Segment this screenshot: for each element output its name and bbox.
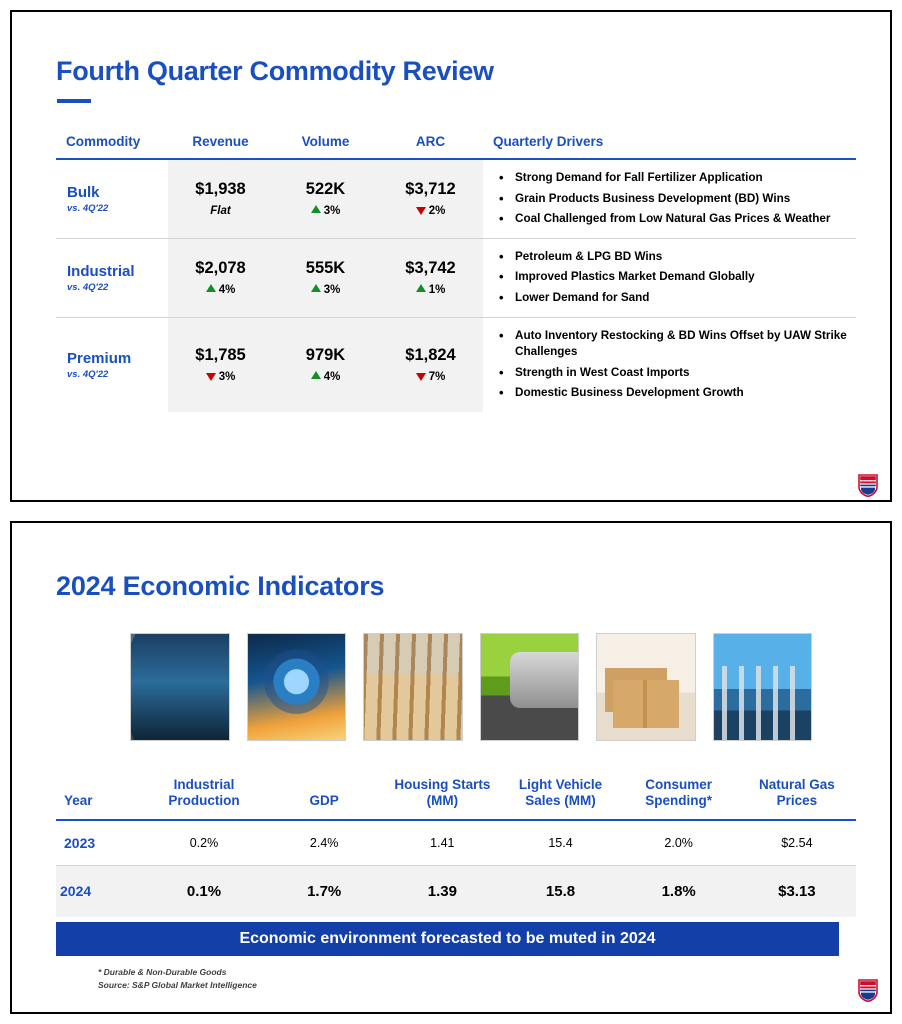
metric-delta — [378, 371, 483, 385]
metric-delta-text: Flat — [210, 204, 231, 217]
metric-delta-text: 3% — [218, 370, 236, 383]
cell-light-vehicle-sales: 15.8 — [501, 865, 619, 917]
header-light-vehicle-sales: Light Vehicle Sales (MM) — [501, 771, 619, 820]
housing-construction-photo — [363, 633, 463, 741]
metric-delta-text: 1% — [428, 283, 446, 296]
cell-industrial-production: 0.1% — [143, 865, 265, 917]
table-row — [56, 820, 856, 866]
cell-natural-gas-prices: $2.54 — [738, 820, 856, 866]
header-industrial-production: Industrial Production — [143, 771, 265, 820]
metric-value: 555K — [305, 259, 346, 278]
table-row — [56, 238, 856, 317]
triangle-down-icon — [206, 373, 216, 381]
metric-delta — [168, 284, 273, 298]
commodity-table — [56, 130, 856, 412]
cell-housing-starts: 1.39 — [383, 865, 501, 917]
metric-delta — [378, 205, 483, 219]
triangle-up-icon — [416, 284, 426, 292]
metric-delta — [378, 284, 483, 298]
triangle-up-icon — [206, 284, 216, 292]
header-quarterly-drivers: Quarterly Drivers — [483, 130, 856, 159]
consumer-goods-boxes-photo — [596, 633, 696, 741]
triangle-down-icon — [416, 207, 426, 215]
table-row — [56, 159, 856, 238]
metric-value: 979K — [305, 346, 346, 365]
metric-delta — [273, 371, 378, 385]
metric-delta — [168, 205, 273, 219]
cell-light-vehicle-sales: 15.4 — [501, 820, 619, 866]
triangle-down-icon — [416, 373, 426, 381]
header-natural-gas-prices: Natural Gas Prices — [738, 771, 856, 820]
light-vehicle-photo — [480, 633, 580, 741]
footnote-block — [98, 966, 257, 992]
commodity-name: Premium — [67, 349, 132, 367]
metric-value: $1,785 — [195, 346, 246, 365]
premium-drivers-cell — [483, 317, 856, 412]
indicators-header-row — [56, 771, 856, 820]
cell-gdp: 2.4% — [265, 820, 383, 866]
year-label: 2023 — [56, 820, 143, 866]
metric-delta — [273, 284, 378, 298]
industrial-drivers-cell — [483, 238, 856, 317]
premium-revenue-cell — [168, 317, 273, 412]
commodity-name: Bulk — [67, 183, 100, 201]
header-arc: ARC — [378, 130, 483, 159]
table-row — [56, 317, 856, 412]
industrial-revenue-cell — [168, 238, 273, 317]
row-label-industrial — [56, 238, 168, 317]
premium-arc-cell — [378, 317, 483, 412]
footnote-durable-goods: * Durable & Non-Durable Goods — [98, 967, 227, 977]
metric-delta — [273, 205, 378, 219]
driver-item: • Improved Plastics Market Demand Globally — [497, 269, 850, 286]
triangle-up-icon — [311, 284, 321, 292]
commodity-name: Industrial — [67, 262, 135, 280]
company-shield-logo-icon — [858, 979, 878, 1002]
header-volume: Volume — [273, 130, 378, 159]
economic-indicators-table — [56, 771, 856, 917]
header-commodity: Commodity — [56, 130, 168, 159]
bulk-drivers-cell — [483, 159, 856, 238]
metric-value: $3,742 — [405, 259, 456, 278]
slide2-title: 2024 Economic Indicators — [56, 571, 385, 601]
cell-consumer-spending: 1.8% — [620, 865, 738, 917]
metric-delta-text: 7% — [428, 370, 446, 383]
cell-housing-starts: 1.41 — [383, 820, 501, 866]
triangle-up-icon — [311, 205, 321, 213]
metric-value: $3,712 — [405, 180, 456, 199]
metric-delta — [168, 371, 273, 385]
metric-value: 522K — [305, 180, 346, 199]
driver-item: • Coal Challenged from Low Natural Gas Prices & Weather — [497, 211, 850, 228]
metric-delta-text: 2% — [428, 204, 446, 217]
slide-commodity-review — [10, 10, 892, 502]
header-consumer-spending: Consumer Spending* — [620, 771, 738, 820]
commodity-vs-label: vs. 4Q'22 — [67, 203, 109, 215]
header-housing-starts: Housing Starts (MM) — [383, 771, 501, 820]
bulk-volume-cell — [273, 159, 378, 238]
metric-value: $1,824 — [405, 346, 456, 365]
industrial-arc-cell — [378, 238, 483, 317]
cell-natural-gas-prices: $3.13 — [738, 865, 856, 917]
metric-delta-text: 4% — [218, 283, 236, 296]
slide-economic-indicators — [10, 521, 892, 1014]
driver-item: • Strong Demand for Fall Fertilizer Application — [497, 170, 850, 187]
cell-gdp: 1.7% — [265, 865, 383, 917]
driver-item: • Strength in West Coast Imports — [497, 365, 850, 382]
cell-consumer-spending: 2.0% — [620, 820, 738, 866]
driver-item: • Lower Demand for Sand — [497, 290, 850, 307]
driver-item: • Petroleum & LPG BD Wins — [497, 249, 850, 266]
commodity-table-header-row — [56, 130, 856, 159]
row-label-premium — [56, 317, 168, 412]
driver-item: • Auto Inventory Restocking & BD Wins Offset by UAW Strike Challenges — [497, 328, 850, 361]
cell-industrial-production: 0.2% — [143, 820, 265, 866]
metric-value: $2,078 — [195, 259, 246, 278]
header-revenue: Revenue — [168, 130, 273, 159]
metric-delta-text: 3% — [323, 283, 341, 296]
commodity-vs-label: vs. 4Q'22 — [67, 369, 109, 380]
metric-delta-text: 3% — [323, 204, 341, 217]
commodity-vs-label: vs. 4Q'22 — [67, 281, 109, 293]
row-label-bulk — [56, 159, 168, 238]
title-underline-rule — [57, 99, 91, 103]
slide1-title: Fourth Quarter Commodity Review — [56, 56, 494, 86]
table-row — [56, 865, 856, 917]
bulk-revenue-cell — [168, 159, 273, 238]
natural-gas-refinery-photo — [713, 633, 813, 741]
banner-text: Economic environment forecasted to be muted in 2024 — [239, 930, 656, 947]
header-year: Year — [56, 771, 143, 820]
driver-item: • Domestic Business Development Growth — [497, 385, 850, 402]
footnote-source: Source: S&P Global Market Intelligence — [98, 979, 257, 990]
premium-volume-cell — [273, 317, 378, 412]
year-label: 2024 — [56, 865, 143, 917]
bulk-arc-cell — [378, 159, 483, 238]
company-shield-logo-icon — [858, 474, 878, 497]
driver-item: • Grain Products Business Development (BD) Wins — [497, 191, 850, 208]
industrial-volume-cell — [273, 238, 378, 317]
steel-manufacturing-photo — [130, 633, 230, 741]
global-economy-photo — [247, 633, 347, 741]
metric-delta-text: 4% — [323, 370, 341, 383]
triangle-up-icon — [311, 371, 321, 379]
header-gdp: GDP — [265, 771, 383, 820]
economic-outlook-banner — [56, 922, 839, 956]
metric-value: $1,938 — [195, 180, 246, 199]
indicator-photo-strip — [130, 633, 812, 741]
